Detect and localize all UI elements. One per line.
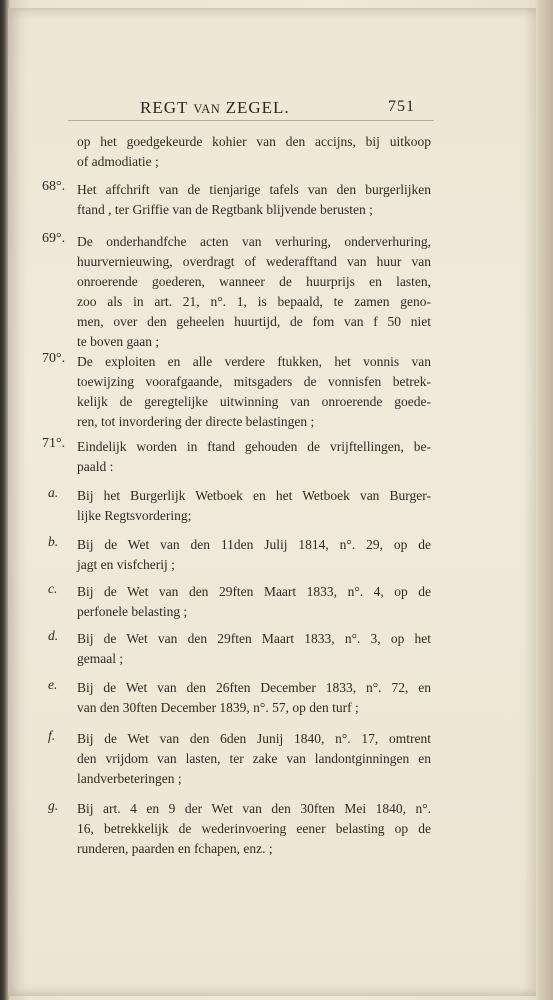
text-line: van den 30ften December 1839, n°. 57, op den turf ; xyxy=(77,700,359,715)
text-line: lijke Regtsvordering; xyxy=(77,508,192,523)
item-letter: e. xyxy=(48,677,58,692)
item-letter: g. xyxy=(48,798,59,813)
text-line: onroerende goederen, wanneer de huurprijs en lasten, xyxy=(77,274,431,289)
item-number: 71°. xyxy=(42,436,66,451)
text-line: Bij het Burgerlijk Wetboek en het Wetboek van Burger- xyxy=(77,488,431,503)
running-title: REGT VAN ZEGEL. xyxy=(140,98,290,117)
text-line: zoo als in art. 21, n°. 1, is bepaald, te zamen geno- xyxy=(77,294,431,309)
text-line: Het affchrift van de tienjarige tafels van den burgerlijken xyxy=(77,182,431,197)
text-line: men, over den geheelen huurtijd, de fom van f 50 niet xyxy=(77,314,431,329)
text-line: kelijk de geregtelijke uitwinning van onroerende goede- xyxy=(77,394,431,409)
page-number: 751 xyxy=(388,98,415,115)
item-letter: b. xyxy=(48,534,59,549)
text-line: jagt en visfcherij ; xyxy=(77,557,175,572)
text-line: Bij de Wet van den 26ften December 1833, n°. 72, en xyxy=(77,680,431,695)
text-line: huurvernieuwing, overdragt of wederafftand van huur van xyxy=(77,254,431,269)
text-line: Bij de Wet van den 11den Julij 1814, n°. 29, op de xyxy=(77,537,431,552)
text-line: landverbeteringen ; xyxy=(77,771,182,786)
page-edge xyxy=(535,0,553,1000)
text-line: runderen, paarden en fchapen, enz. ; xyxy=(77,841,273,856)
text-line: den vrijdom van lasten, ter zake van landontginningen en xyxy=(77,751,431,766)
text-line: op het goedgekeurde kohier van den accijns, bij uitkoop xyxy=(77,134,431,149)
header-rule xyxy=(68,120,434,121)
text-line: perfonele belasting ; xyxy=(77,604,188,619)
text-line: Eindelijk worden in ftand gehouden de vrijftellingen, be- xyxy=(77,439,431,454)
text-line: gemaal ; xyxy=(77,651,124,666)
text-line: ftand , ter Griffie van de Regtbank blijvende berusten ; xyxy=(77,202,373,217)
text-line: toewijzing voorafgaande, mitsgaders de vonnisfen betrek- xyxy=(77,374,431,389)
text-line: te boven gaan ; xyxy=(77,334,160,349)
item-letter: f. xyxy=(48,728,56,743)
item-letter: d. xyxy=(48,628,59,643)
item-letter: c. xyxy=(48,581,58,596)
text-line: of admodiatie ; xyxy=(77,154,159,169)
text-line: De onderhandfche acten van verhuring, onderverhuring, xyxy=(77,234,431,249)
text-line: paald : xyxy=(77,459,114,474)
item-number: 68°. xyxy=(42,179,66,194)
text-line: De exploiten en alle verdere ftukken, het vonnis van xyxy=(77,354,431,369)
item-letter: a. xyxy=(48,485,59,500)
item-number: 70°. xyxy=(42,351,66,366)
item-number: 69°. xyxy=(42,231,66,246)
text-line: Bij de Wet van den 29ften Maart 1833, n°. 3, op het xyxy=(77,631,431,646)
text-line: ren, tot invordering der directe belastingen ; xyxy=(77,414,315,429)
text-line: Bij de Wet van den 6den Junij 1840, n°. 17, omtrent xyxy=(77,731,431,746)
text-line: 16, betrekkelijk de wederinvoering eener belasting op de xyxy=(77,821,431,836)
text-line: Bij art. 4 en 9 der Wet van den 30ften Mei 1840, n°. xyxy=(77,801,431,816)
text-line: Bij de Wet van den 29ften Maart 1833, n°. 4, op de xyxy=(77,584,431,599)
